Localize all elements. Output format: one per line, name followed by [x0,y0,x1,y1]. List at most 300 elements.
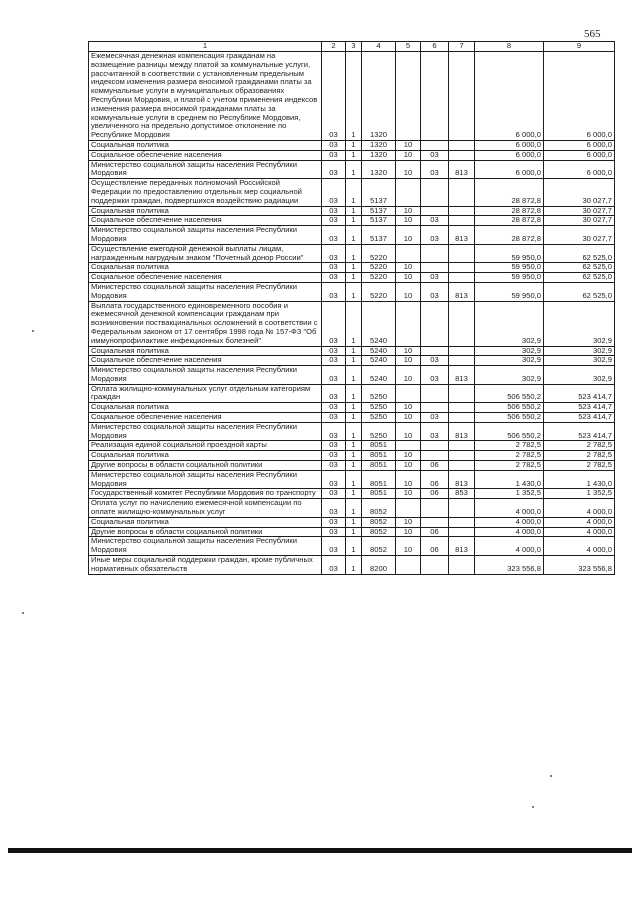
target-code: 8052 [362,499,396,518]
section-code: 03 [322,356,346,366]
amount-year-1: 28 872,8 [475,179,544,206]
expense-type-code [449,206,475,216]
expense-type-code [449,527,475,537]
table-row [89,52,615,141]
column-header: 2 [322,42,346,52]
subdepartment-code [421,206,449,216]
department-code: 10 [396,403,421,413]
amount-year-1: 28 872,8 [475,216,544,226]
row-name: Другие вопросы в области социальной политики [89,527,322,537]
amount-year-1: 28 872,8 [475,206,544,216]
subsection-code: 1 [346,451,362,461]
subsection-code: 1 [346,556,362,575]
subsection-code: 1 [346,403,362,413]
section-code: 03 [322,556,346,575]
table-row [89,160,615,179]
subsection-code: 1 [346,470,362,489]
department-code: 10 [396,356,421,366]
expense-type-code [449,150,475,160]
subsection-code: 1 [346,366,362,385]
row-name: Социальное обеспечение населения [89,273,322,283]
subdepartment-code [421,244,449,263]
target-code: 1320 [362,150,396,160]
amount-year-2: 523 414,7 [544,413,615,423]
row-name: Министерство социальной защиты населения Республики Мордовия [89,537,322,556]
subsection-code: 1 [346,150,362,160]
expense-type-code [449,556,475,575]
subdepartment-code: 03 [421,422,449,441]
row-name: Министерство социальной защиты населения Республики Мордовия [89,422,322,441]
expense-type-code: 813 [449,422,475,441]
department-code: 10 [396,206,421,216]
amount-year-1: 4 000,0 [475,517,544,527]
budget-table [88,41,615,575]
amount-year-2: 523 414,7 [544,403,615,413]
table-row [89,517,615,527]
target-code: 5240 [362,356,396,366]
section-code: 03 [322,422,346,441]
department-code: 10 [396,366,421,385]
expense-type-code [449,216,475,226]
subsection-code: 1 [346,140,362,150]
table-row [89,282,615,301]
section-code: 03 [322,263,346,273]
table-row [89,179,615,206]
subsection-code: 1 [346,52,362,141]
row-name: Министерство социальной защиты населения Республики Мордовия [89,160,322,179]
amount-year-2: 302,9 [544,366,615,385]
subdepartment-code: 03 [421,273,449,283]
amount-year-2: 30 027,7 [544,179,615,206]
target-code: 5250 [362,384,396,403]
table-row [89,537,615,556]
expense-type-code [449,441,475,451]
section-code: 03 [322,537,346,556]
amount-year-1: 1 352,5 [475,489,544,499]
amount-year-1: 302,9 [475,346,544,356]
subsection-code: 1 [346,301,362,346]
department-code: 10 [396,216,421,226]
table-header-row [89,42,615,52]
amount-year-2: 4 000,0 [544,527,615,537]
department-code [396,384,421,403]
expense-type-code [449,140,475,150]
target-code: 8052 [362,527,396,537]
subsection-code: 1 [346,517,362,527]
row-name: Оплата услуг по начислению ежемесячной компенсации по оплате жилищно-коммунальных услуг [89,499,322,518]
section-code: 03 [322,470,346,489]
department-code [396,244,421,263]
expense-type-code: 813 [449,470,475,489]
subdepartment-code [421,556,449,575]
table-row [89,499,615,518]
subsection-code: 1 [346,226,362,245]
subsection-code: 1 [346,263,362,273]
amount-year-1: 506 550,2 [475,422,544,441]
table-row [89,206,615,216]
amount-year-2: 6 000,0 [544,52,615,141]
expense-type-code: 813 [449,366,475,385]
section-code: 03 [322,244,346,263]
amount-year-2: 1 430,0 [544,470,615,489]
amount-year-2: 1 352,5 [544,489,615,499]
row-name: Социальная политика [89,346,322,356]
expense-type-code: 813 [449,160,475,179]
amount-year-2: 4 000,0 [544,537,615,556]
amount-year-2: 2 782,5 [544,451,615,461]
amount-year-1: 4 000,0 [475,499,544,518]
subdepartment-code [421,301,449,346]
department-code [396,301,421,346]
table-row [89,346,615,356]
target-code: 5220 [362,244,396,263]
target-code: 5240 [362,346,396,356]
subsection-code: 1 [346,489,362,499]
expense-type-code [449,273,475,283]
subsection-code: 1 [346,346,362,356]
target-code: 1320 [362,52,396,141]
amount-year-1: 6 000,0 [475,140,544,150]
row-name: Министерство социальной защиты населения Республики Мордовия [89,282,322,301]
subsection-code: 1 [346,160,362,179]
target-code: 8200 [362,556,396,575]
section-code: 03 [322,461,346,471]
amount-year-1: 2 782,5 [475,451,544,461]
table-row [89,461,615,471]
scan-speck [550,775,552,777]
target-code: 1320 [362,160,396,179]
target-code: 5250 [362,413,396,423]
amount-year-1: 59 950,0 [475,263,544,273]
row-name: Социальная политика [89,263,322,273]
column-header: 8 [475,42,544,52]
department-code [396,556,421,575]
subsection-code: 1 [346,537,362,556]
expense-type-code [449,301,475,346]
subdepartment-code: 06 [421,527,449,537]
row-name: Иные меры социальной поддержки граждан, кроме публичных нормативных обязательств [89,556,322,575]
section-code: 03 [322,273,346,283]
subdepartment-code [421,346,449,356]
subdepartment-code: 03 [421,226,449,245]
department-code [396,179,421,206]
section-code: 03 [322,226,346,245]
table-row [89,556,615,575]
amount-year-2: 6 000,0 [544,150,615,160]
target-code: 5250 [362,422,396,441]
section-code: 03 [322,441,346,451]
subsection-code: 1 [346,179,362,206]
section-code: 03 [322,140,346,150]
table-row [89,470,615,489]
amount-year-1: 506 550,2 [475,384,544,403]
expense-type-code [449,244,475,263]
target-code: 5137 [362,226,396,245]
target-code: 8051 [362,461,396,471]
amount-year-1: 506 550,2 [475,413,544,423]
table-row [89,489,615,499]
subdepartment-code [421,403,449,413]
expense-type-code [449,499,475,518]
budget-table-body [89,42,615,575]
subsection-code: 1 [346,216,362,226]
subsection-code: 1 [346,273,362,283]
department-code [396,52,421,141]
amount-year-1: 4 000,0 [475,537,544,556]
amount-year-2: 523 414,7 [544,422,615,441]
amount-year-1: 2 782,5 [475,441,544,451]
target-code: 5137 [362,179,396,206]
amount-year-2: 62 525,0 [544,273,615,283]
row-name: Ежемесячная денежная компенсация гражданам на возмещение разницы между платой за коммунальные услуги, рассчитанной в соответствии с установленным предельным индексом изменения размера вносимой гражданами платы за коммунальные услуги в муниципальных образованиях Республики Мордовия, и платой с учетом применения индексов изменения размера вносимой гражданами платы за коммунальные услуги в среднем по Республике Мордовия, увеличенного на предельно допустимое отклонение по Республике Мордовия [89,52,322,141]
table-row [89,422,615,441]
section-code: 03 [322,150,346,160]
table-row [89,366,615,385]
amount-year-1: 59 950,0 [475,273,544,283]
amount-year-1: 59 950,0 [475,244,544,263]
column-header: 7 [449,42,475,52]
target-code: 8052 [362,537,396,556]
section-code: 03 [322,301,346,346]
expense-type-code [449,263,475,273]
department-code: 10 [396,461,421,471]
section-code: 03 [322,179,346,206]
expense-type-code [449,461,475,471]
table-row [89,403,615,413]
subdepartment-code: 06 [421,489,449,499]
expense-type-code: 853 [449,489,475,499]
department-code: 10 [396,537,421,556]
department-code: 10 [396,263,421,273]
section-code: 03 [322,527,346,537]
table-row [89,451,615,461]
amount-year-2: 4 000,0 [544,517,615,527]
column-header: 4 [362,42,396,52]
subdepartment-code [421,451,449,461]
column-header: 3 [346,42,362,52]
column-header: 9 [544,42,615,52]
subdepartment-code: 06 [421,461,449,471]
column-header: 5 [396,42,421,52]
expense-type-code [449,384,475,403]
target-code: 5220 [362,273,396,283]
expense-type-code [449,413,475,423]
amount-year-1: 1 430,0 [475,470,544,489]
subdepartment-code: 03 [421,160,449,179]
target-code: 5250 [362,403,396,413]
column-header: 6 [421,42,449,52]
amount-year-2: 2 782,5 [544,461,615,471]
subdepartment-code: 06 [421,470,449,489]
subsection-code: 1 [346,282,362,301]
table-row [89,226,615,245]
subdepartment-code: 03 [421,356,449,366]
target-code: 5220 [362,282,396,301]
target-code: 8052 [362,517,396,527]
amount-year-2: 4 000,0 [544,499,615,518]
section-code: 03 [322,489,346,499]
section-code: 03 [322,346,346,356]
table-row [89,263,615,273]
department-code: 10 [396,150,421,160]
section-code: 03 [322,282,346,301]
target-code: 8051 [362,441,396,451]
amount-year-1: 302,9 [475,366,544,385]
department-code: 10 [396,413,421,423]
amount-year-1: 506 550,2 [475,403,544,413]
amount-year-2: 62 525,0 [544,282,615,301]
column-header: 1 [89,42,322,52]
table-row [89,413,615,423]
row-name: Выплата государственного единовременного пособия и ежемесячной денежной компенсации гражданам при возникновении поствакцинальных осложнений в соответствии с Федеральным законом от 17 сентября 1998 года № 157-ФЗ "Об иммунопрофилактике инфекционных болезней" [89,301,322,346]
expense-type-code [449,346,475,356]
section-code: 03 [322,206,346,216]
amount-year-2: 30 027,7 [544,216,615,226]
amount-year-1: 323 556,8 [475,556,544,575]
subsection-code: 1 [346,441,362,451]
row-name: Социальная политика [89,451,322,461]
amount-year-1: 302,9 [475,356,544,366]
expense-type-code: 813 [449,537,475,556]
subdepartment-code [421,517,449,527]
target-code: 5240 [362,301,396,346]
bottom-scan-bar [8,848,632,853]
subsection-code: 1 [346,244,362,263]
target-code: 1320 [362,140,396,150]
table-row [89,441,615,451]
table-row [89,150,615,160]
row-name: Социальное обеспечение населения [89,150,322,160]
section-code: 03 [322,517,346,527]
amount-year-1: 6 000,0 [475,150,544,160]
amount-year-2: 323 556,8 [544,556,615,575]
department-code: 10 [396,470,421,489]
department-code: 10 [396,273,421,283]
section-code: 03 [322,160,346,179]
row-name: Осуществление ежегодной денежной выплаты лицам, награжденным нагрудным знаком "Почетный донор России" [89,244,322,263]
table-row [89,140,615,150]
expense-type-code: 813 [449,282,475,301]
subdepartment-code [421,499,449,518]
subdepartment-code: 03 [421,150,449,160]
row-name: Социальное обеспечение населения [89,356,322,366]
subdepartment-code: 06 [421,537,449,556]
subdepartment-code [421,179,449,206]
section-code: 03 [322,366,346,385]
subsection-code: 1 [346,422,362,441]
amount-year-1: 6 000,0 [475,52,544,141]
department-code: 10 [396,282,421,301]
amount-year-2: 6 000,0 [544,140,615,150]
expense-type-code [449,403,475,413]
expense-type-code [449,451,475,461]
row-name: Министерство социальной защиты населения Республики Мордовия [89,226,322,245]
row-name: Реализация единой социальной проездной карты [89,441,322,451]
table-row [89,216,615,226]
row-name: Социальная политика [89,403,322,413]
amount-year-1: 6 000,0 [475,160,544,179]
amount-year-2: 30 027,7 [544,206,615,216]
target-code: 8051 [362,451,396,461]
row-name: Социальное обеспечение населения [89,413,322,423]
subsection-code: 1 [346,461,362,471]
section-code: 03 [322,216,346,226]
row-name: Другие вопросы в области социальной политики [89,461,322,471]
row-name: Социальная политика [89,206,322,216]
department-code: 10 [396,517,421,527]
subdepartment-code: 03 [421,216,449,226]
target-code: 5240 [362,366,396,385]
subsection-code: 1 [346,413,362,423]
expense-type-code [449,517,475,527]
target-code: 5137 [362,206,396,216]
amount-year-2: 6 000,0 [544,160,615,179]
section-code: 03 [322,384,346,403]
amount-year-2: 2 782,5 [544,441,615,451]
expense-type-code [449,179,475,206]
row-name: Осуществление переданных полномочий Российской Федерации по предоставлению отдельных мер социальной поддержки граждан, подвергшихся воздействию радиации [89,179,322,206]
department-code: 10 [396,422,421,441]
amount-year-1: 59 950,0 [475,282,544,301]
expense-type-code [449,52,475,141]
row-name: Министерство социальной защиты населения Республики Мордовия [89,470,322,489]
amount-year-1: 2 782,5 [475,461,544,471]
table-row [89,384,615,403]
subdepartment-code [421,441,449,451]
amount-year-2: 30 027,7 [544,226,615,245]
section-code: 03 [322,499,346,518]
scan-speck [22,612,24,614]
scan-speck [32,330,34,332]
table-row [89,301,615,346]
section-code: 03 [322,403,346,413]
target-code: 8051 [362,470,396,489]
department-code: 10 [396,527,421,537]
department-code: 10 [396,140,421,150]
department-code: 10 [396,160,421,179]
subdepartment-code: 03 [421,366,449,385]
scan-speck [532,806,534,808]
amount-year-2: 62 525,0 [544,263,615,273]
row-name: Оплата жилищно-коммунальных услуг отдельным категориям граждан [89,384,322,403]
row-name: Государственный комитет Республики Мордовия по транспорту [89,489,322,499]
table-row [89,356,615,366]
subsection-code: 1 [346,206,362,216]
subsection-code: 1 [346,384,362,403]
department-code: 10 [396,226,421,245]
table-row [89,244,615,263]
amount-year-2: 302,9 [544,356,615,366]
department-code [396,441,421,451]
amount-year-1: 302,9 [475,301,544,346]
subsection-code: 1 [346,356,362,366]
amount-year-2: 523 414,7 [544,384,615,403]
department-code: 10 [396,346,421,356]
target-code: 8051 [362,489,396,499]
table-row [89,273,615,283]
subdepartment-code [421,263,449,273]
section-code: 03 [322,451,346,461]
amount-year-1: 28 872,8 [475,226,544,245]
target-code: 5220 [362,263,396,273]
page-number: 565 [584,28,601,40]
row-name: Социальное обеспечение населения [89,216,322,226]
subsection-code: 1 [346,527,362,537]
subdepartment-code [421,384,449,403]
department-code: 10 [396,489,421,499]
amount-year-2: 302,9 [544,346,615,356]
target-code: 5137 [362,216,396,226]
